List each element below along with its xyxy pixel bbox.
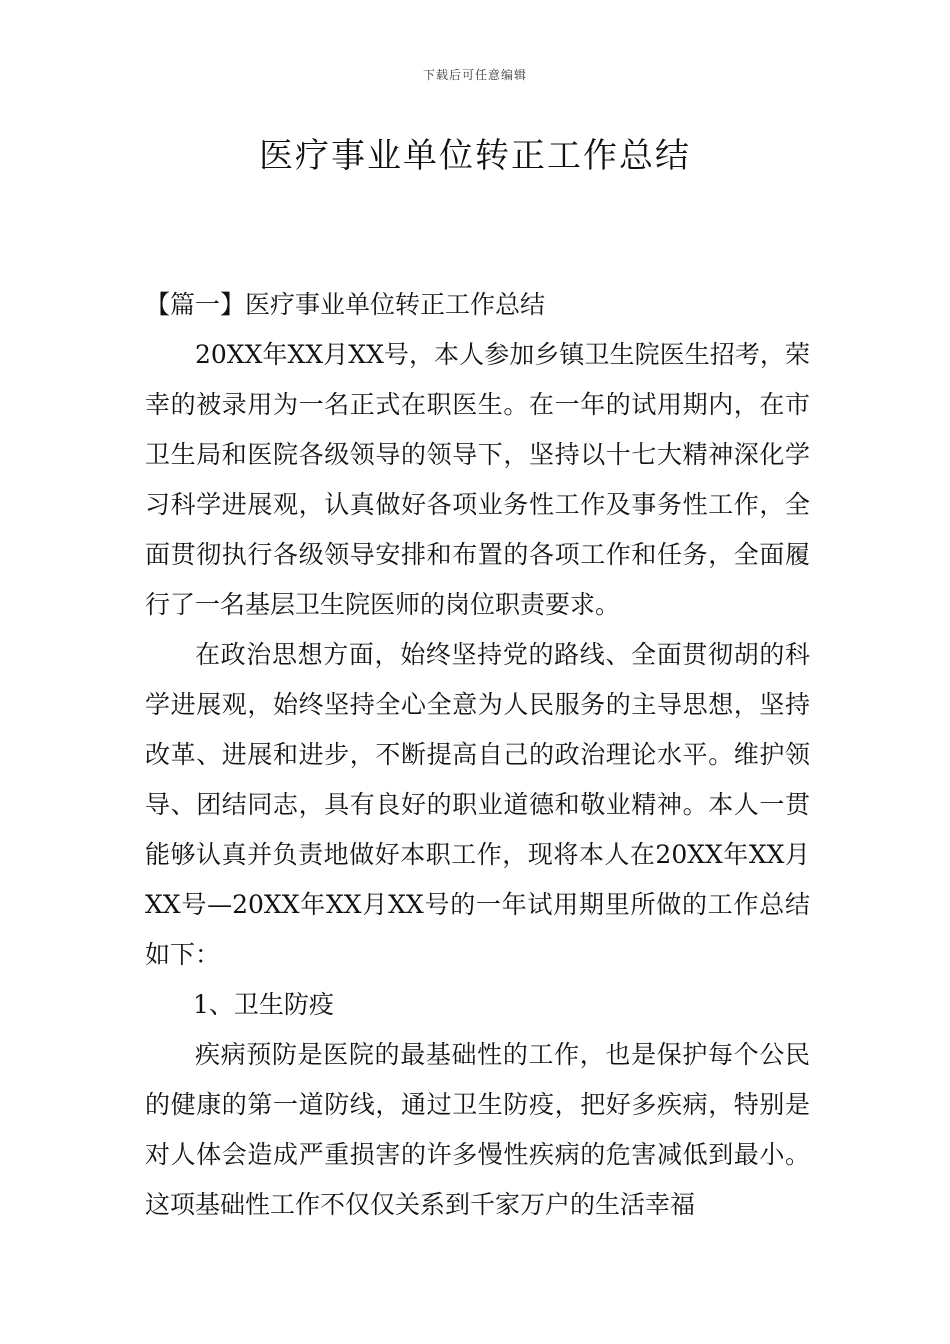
- header-note: 下载后可任意编辑: [422, 68, 527, 82]
- section-heading: 【篇一】医疗事业单位转正工作总结: [145, 290, 546, 319]
- paragraph-1: 20XX年XX月XX号，本人参加乡镇卫生院医生招考，荣幸的被录用为一名正式在职医生。在一年的试用期内，在市卫生局和医院各级领导的领导下，坚持以十七大精神深化学习科学进展观，认真做好各项业务性工作及事务性工作，全面贯彻执行各级领导安排和布置的各项工作和任务，全面履行了一名基层卫生院医师的岗位职责要求。: [145, 340, 810, 619]
- paragraph-2: 在政治思想方面，始终坚持党的路线、全面贯彻胡的科学进展观，始终坚持全心全意为人民服务的主导思想，坚持改革、进展和进步，不断提高自己的政治理论水平。维护领导、团结同志，具有良好的职业道德和敬业精神。本人一贯能够认真并负责地做好本职工作，现将本人在20XX年XX月XX号—20XX年XX月XX号的一年试用期里所做的工作总结如下：: [145, 640, 810, 969]
- document-body: [145, 280, 810, 1230]
- item-heading-1: 1、卫生防疫: [193, 990, 334, 1019]
- document-title: 医疗事业单位转正工作总结: [259, 136, 691, 176]
- paragraph-3: 疾病预防是医院的最基础性的工作，也是保护每个公民的健康的第一道防线，通过卫生防疫，把好多疾病，特别是对人体会造成严重损害的许多慢性疾病的危害减低到最小。这项基础性工作不仅仅关系到千家万户的生活幸福: [145, 1040, 810, 1219]
